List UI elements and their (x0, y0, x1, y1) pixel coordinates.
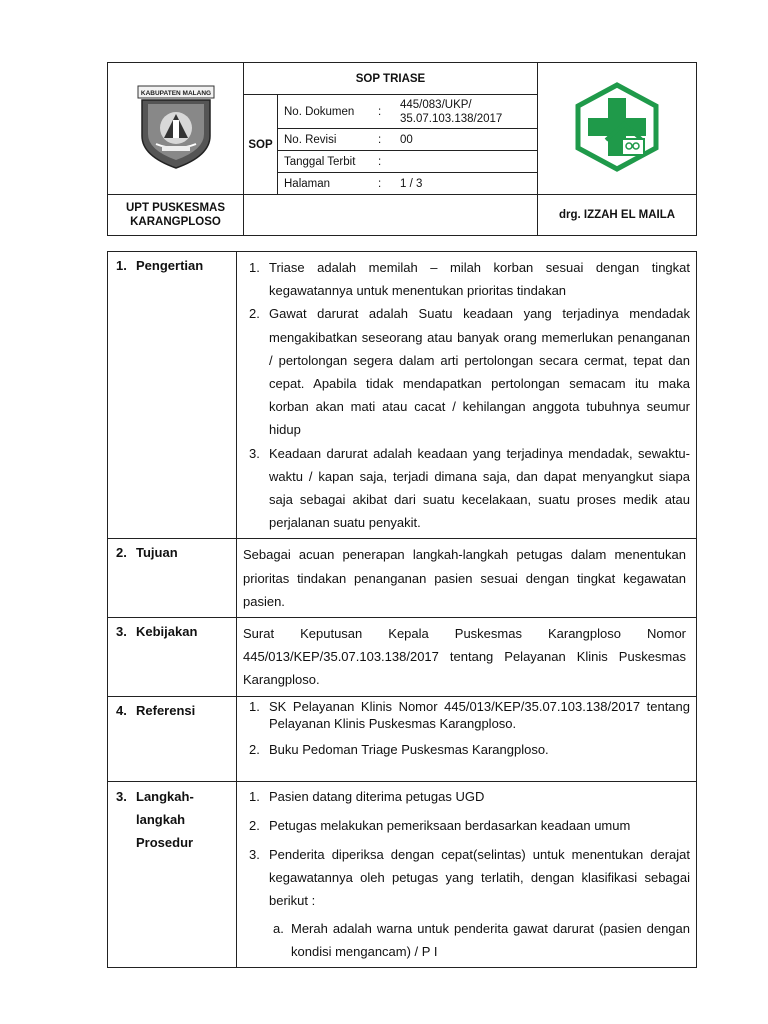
section-title-line2: langkah (136, 811, 186, 827)
sop-content-table (107, 251, 697, 968)
meta-row-dokumen (278, 95, 538, 129)
item-text: Petugas melakukan pemeriksaan berdasarkan keadaan umum (269, 817, 631, 833)
section-tujuan (108, 539, 697, 618)
section-content (237, 539, 697, 618)
item-text: Triase adalah memilah – milah korban sesuai dengan tingkat kegawatannya untuk menentukan prioritas tindakan (269, 260, 690, 299)
puskesmas-logo-icon (572, 82, 662, 172)
section-content (237, 618, 697, 697)
item-number: 2. (249, 741, 260, 757)
list-item (243, 738, 690, 761)
sop-header-table (107, 62, 697, 236)
unit-name (108, 195, 244, 236)
list-item (243, 814, 690, 837)
reference-list (243, 698, 690, 761)
list-item (243, 302, 690, 441)
meta-colon: : (378, 105, 382, 118)
item-text: SK Pelayanan Klinis Nomor 445/013/KEP/35.07.103.138/2017 tentang Pelayanan Klinis Puskesmas Karangploso. (269, 698, 690, 731)
item-text: Keadaan darurat adalah keadaan yang terjadinya mendadak, sewaktu-waktu / kapan saja, terjadi dimana saja, dan dapat menyangkut siapa saja sebagai akibat dari suatu kecelakaan, suatu proses medik atau perjalanan suatu penyakit. (269, 445, 690, 531)
empty-cell (244, 195, 538, 236)
item-text: Merah adalah warna untuk penderita gawat darurat (pasien dengan kondisi mengancam) / P I (291, 920, 690, 959)
policy-text: Surat Keputusan Kepala Puskesmas Karangploso Nomor 445/013/KEP/35.07.103.138/2017 tentang Pelayanan Klinis Puskesmas Karangploso. (243, 626, 686, 688)
unit-name-line2: KARANGPLOSO (130, 216, 221, 228)
meta-colon: : (378, 155, 382, 168)
section-content (237, 781, 697, 967)
item-text: Pasien datang diterima petugas UGD (269, 788, 485, 804)
meta-colon: : (378, 133, 382, 146)
section-title: Referensi (136, 702, 196, 718)
meta-value: 1 / 3 (400, 177, 423, 190)
meta-key: No. Revisi (284, 133, 337, 146)
meta-value (400, 98, 502, 126)
section-referensi (108, 696, 697, 781)
section-title: Kebijakan (136, 624, 198, 640)
item-text: Penderita diperiksa dengan cepat(selintas) untuk menentukan derajat kegawatannya oleh petugas yang terlatih, dengan klasifikasi sebagai berikut : (269, 847, 690, 909)
meta-row-halaman (278, 173, 538, 195)
section-label (108, 618, 237, 697)
section-number: 4. (116, 702, 127, 718)
section-title-line3: Prosedur (136, 834, 194, 850)
procedure-list (243, 785, 690, 913)
purpose-text: Sebagai acuan penerapan langkah-langkah petugas dalam menentukan prioritas tindakan penanganan pasien sesuai dengan tingkat kegawatan pasien. (243, 547, 686, 609)
meta-colon: : (378, 177, 382, 190)
section-title: Tujuan (136, 545, 178, 561)
unit-name-line1: UPT PUSKESMAS (125, 202, 226, 214)
item-number: 2. (249, 306, 260, 322)
section-number: 3. (116, 624, 127, 640)
kabupaten-logo-cell (108, 63, 244, 195)
section-pengertian (108, 252, 697, 539)
kabupaten-malang-emblem-icon (136, 84, 216, 170)
item-text: Buku Pedoman Triage Puskesmas Karangploso. (269, 741, 549, 757)
sop-label: SOP (244, 95, 278, 195)
item-number: 3. (249, 847, 260, 863)
sub-list-item (243, 917, 690, 963)
document-title: SOP TRIASE (244, 63, 538, 95)
section-number: 2. (116, 545, 127, 561)
item-letter: a. (273, 920, 284, 936)
section-title: Pengertian (136, 258, 204, 273)
meta-key: No. Dokumen (284, 105, 355, 118)
list-item (243, 843, 690, 913)
item-number: 2. (249, 817, 260, 833)
meta-value-line1: 445/083/UKP/ (400, 98, 472, 111)
section-content (237, 252, 697, 539)
logo-banner-text: KABUPATEN MALANG (140, 90, 211, 97)
section-kebijakan (108, 618, 697, 697)
list-item (243, 442, 690, 535)
section-label (108, 781, 237, 967)
section-title-line1: Langkah- (136, 788, 194, 804)
meta-row-tanggal-terbit (278, 151, 538, 173)
meta-key: Tanggal Terbit (284, 155, 356, 168)
section-number: 3. (116, 788, 127, 804)
list-item (243, 698, 690, 732)
list-item (243, 256, 690, 302)
section-label (108, 252, 237, 539)
item-text: Gawat darurat adalah Suatu keadaan yang terjadinya mendadak mengakibatkan seseorang atau banyak orang memerlukan penanganan / pertolongan segera dalam arti pertolongan secara cermat, tepat dan cepat. Apabila tidak mendapatkan pertolongan semacam itu maka korban akan mati atau cacat / kehilangan anggota tubuhnya seumur hidup (269, 306, 690, 438)
definition-list (243, 256, 690, 534)
item-number: 1. (249, 260, 260, 275)
meta-value: 00 (400, 133, 413, 146)
section-content (237, 696, 697, 781)
item-number: 1. (249, 698, 260, 714)
item-number: 3. (249, 445, 260, 461)
section-label (108, 696, 237, 781)
section-number: 1. (116, 258, 127, 273)
item-number: 1. (249, 788, 260, 804)
section-prosedur (108, 781, 697, 967)
meta-row-revisi (278, 129, 538, 151)
meta-key: Halaman (284, 177, 331, 190)
meta-value-line2: 35.07.103.138/2017 (400, 112, 503, 125)
signatory-name: drg. IZZAH EL MAILA (538, 195, 697, 236)
list-item (243, 785, 690, 808)
puskesmas-logo-cell (538, 63, 697, 195)
section-label (108, 539, 237, 618)
